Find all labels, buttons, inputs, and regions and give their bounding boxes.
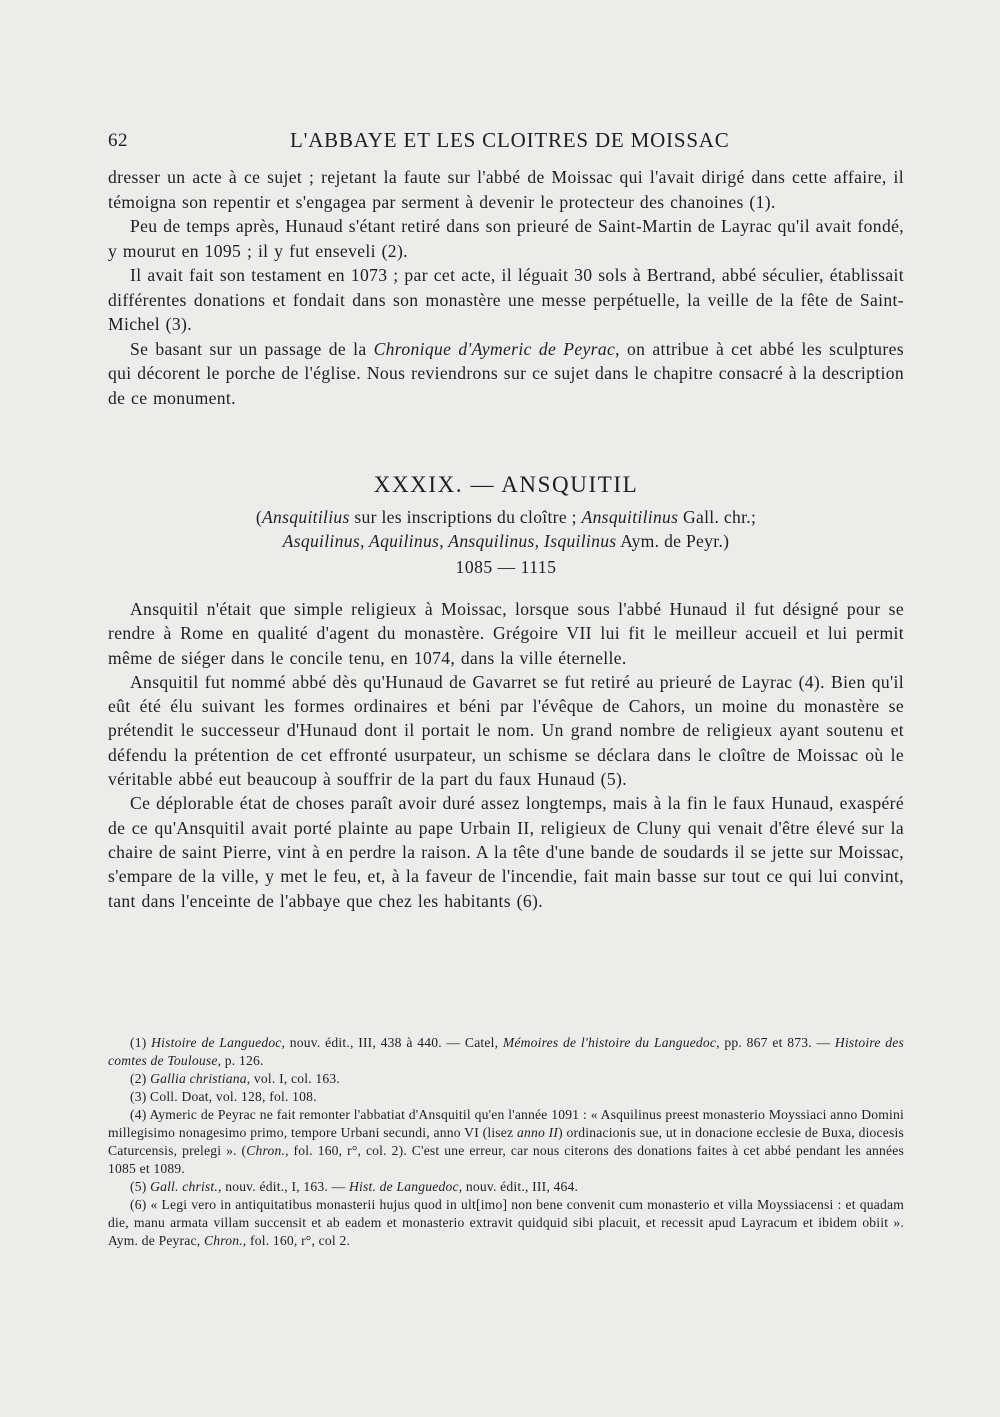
paragraph: Peu de temps après, Hunaud s'étant retiré dans son prieuré de Saint-Martin de Layrac qu'il avait fondé, y mourut en 1095 ; il y fut enseveli (2). [108,216,904,261]
note-text: , nouv. édit., III, 438 à 440. — Catel, [281,1035,503,1050]
footnotes [108,1034,904,1250]
note-marker: (2) [130,1071,151,1086]
citation-title: Chron. [203,1233,243,1248]
body-text-main [108,597,904,913]
paragraph: dresser un acte à ce sujet ; rejetant la faute sur l'abbé de Moissac qui l'avait dirigé dans cette affaire, il témoigna son repentir et s'engagea par serment à devenir le protecteur des chanoines (1). [108,167,904,212]
section-subtitle [108,505,904,553]
note-text: , p. 126. [217,1053,264,1068]
note-text: ) ordinacionis sue, ut in donacione ecclesie de Buxa, diocesis Caturcensis, prelegi ». ( [108,1125,904,1158]
citation-title: Mémoires de l'histoire du Languedoc [502,1035,717,1050]
paragraph-text: , on attribue à cet abbé les sculptures qui décorent le porche de l'église. Nous reviendrons sur ce sujet dans le chapitre consacré à la description de ce monument. [108,338,904,408]
footnote-2 [108,1070,904,1088]
paragraph: Ansquitil n'était que simple religieux à Moissac, lorsque sous l'abbé Hunaud il fut désigné pour se rendre à Rome en qualité d'agent du monastère. Grégoire VII lui fit le meilleur accueil et lui permit même de siéger dans le concile tenu, en 1074, dans la ville éternelle. [108,599,904,668]
note-text: , vol. I, col. 163. [246,1071,341,1086]
subtitle-text: Aym. de Peyr.) [616,531,730,551]
citation-title: Histoire de Languedoc [151,1035,282,1050]
name-variant: Ansquitilius [262,507,350,527]
footnote-5 [108,1178,904,1196]
paragraph [108,337,904,411]
citation-title: Chron. [246,1143,286,1158]
note-text: , nouv. édit., I, 163. — [218,1179,349,1194]
subtitle-text: sur les inscriptions du cloître ; [349,507,582,527]
note-text: (6) « Legi vero in antiquitatibus monasterii hujus quod in ult[imo] non bene convenit cum monasterio et villa Moyssiacensi : et quadam die, manu armata villam succensit et ab eadem et monasterio extravit quidquid sibi placuit, et recessit apud Layracum et ibidem obiit ». Aym. de Peyrac, [108,1197,904,1248]
note-text: , pp. 867 et 873. — [716,1035,835,1050]
footnote-4 [108,1106,904,1178]
paragraph-text: Se basant sur un passage de la [130,338,374,359]
note-text: , nouv. édit., III, 464. [458,1179,579,1194]
citation-title: Histoire des comtes de Toulouse [108,1035,904,1068]
page-number: 62 [108,130,128,151]
note-text: , fol. 160, r°, col. 2). C'est une erreur, car nous citerons des donations faites à cet abbé pendant les années 1085 et 1089. [108,1143,905,1176]
subtitle-line-1 [108,505,904,529]
body-text-top [108,165,904,410]
citation-title: Gall. christ. [150,1179,218,1194]
footnote-6 [108,1196,904,1250]
name-variant: Ansquitilinus [581,507,679,527]
note-italic: anno II [516,1125,559,1140]
paren: ( [255,507,262,527]
paragraph: Il avait fait son testament en 1073 ; par cet acte, il léguait 30 sols à Bertrand, abbé séculier, établissait différentes donations et fondait dans son monastère une messe perpétuelle, la veille de la fête de Saint-Michel (3). [108,265,904,334]
section-dates: 1085 — 1115 [455,557,557,577]
running-title: L'ABBAYE ET LES CLOITRES DE MOISSAC [290,128,730,152]
work-title: Chronique d'Aymeric de Peyrac [373,338,616,359]
citation-title: Hist. de Languedoc [348,1179,459,1194]
paragraph: Ce déplorable état de choses paraît avoir duré assez longtemps, mais à la fin le faux Hunaud, exaspéré de ce qu'Ansquitil avait porté plainte au pape Urbain II, religieux de Cluny qui venait d'être élevé sur la chaire de saint Pierre, vint à en perdre la raison. A la tête d'une bande de soudards il se jette sur Moissac, s'empare de la ville, y met le feu, et, à la faveur de l'incendie, fait main basse sur tout ce qui lui convint, tant dans l'enceinte de l'abbaye que chez les habitants (6). [108,793,904,911]
note-text: , fol. 160, r°, col 2. [242,1233,351,1248]
paragraph: Ansquitil fut nommé abbé dès qu'Hunaud de Gavarret se fut retiré au prieuré de Layrac (4). Bien qu'il eût été élu suivant les formes ordinaires et béni par l'évêque de Cahors, un moine du monastère se prétendit le successeur d'Hunaud dont il portait le nom. Un grand nombre de religieux ayant soutenu et défendu la prétention de cet effronté usurpateur, un schisme se déclara dans le cloître de Moissac où le véritable abbé eut beaucoup à souffrir de la part du faux Hunaud (5). [108,671,904,790]
footnote-3: (3) Coll. Doat, vol. 128, fol. 108. [130,1089,317,1104]
subtitle-text: Gall. chr.; [678,507,757,527]
subtitle-line-2 [108,529,904,553]
note-text: (4) Aymeric de Peyrac ne fait remonter l'abbatiat d'Ansquitil qu'en l'année 1091 : « Asquilinus preest monasterio Moyssiaci anno Domini millegisimo nonagesimo primo, tempore Urbani secundi, anno VI (lisez [108,1107,904,1140]
footnote-1 [108,1034,904,1070]
note-marker: (5) [130,1179,151,1194]
note-marker: (1) [130,1035,152,1050]
name-variants: Asquilinus, Aquilinus, Ansquilinus, Isquilinus [282,531,617,551]
section-title: XXXIX. — ANSQUITIL [373,472,639,497]
citation-title: Gallia christiana [150,1071,247,1086]
running-head [108,128,908,156]
